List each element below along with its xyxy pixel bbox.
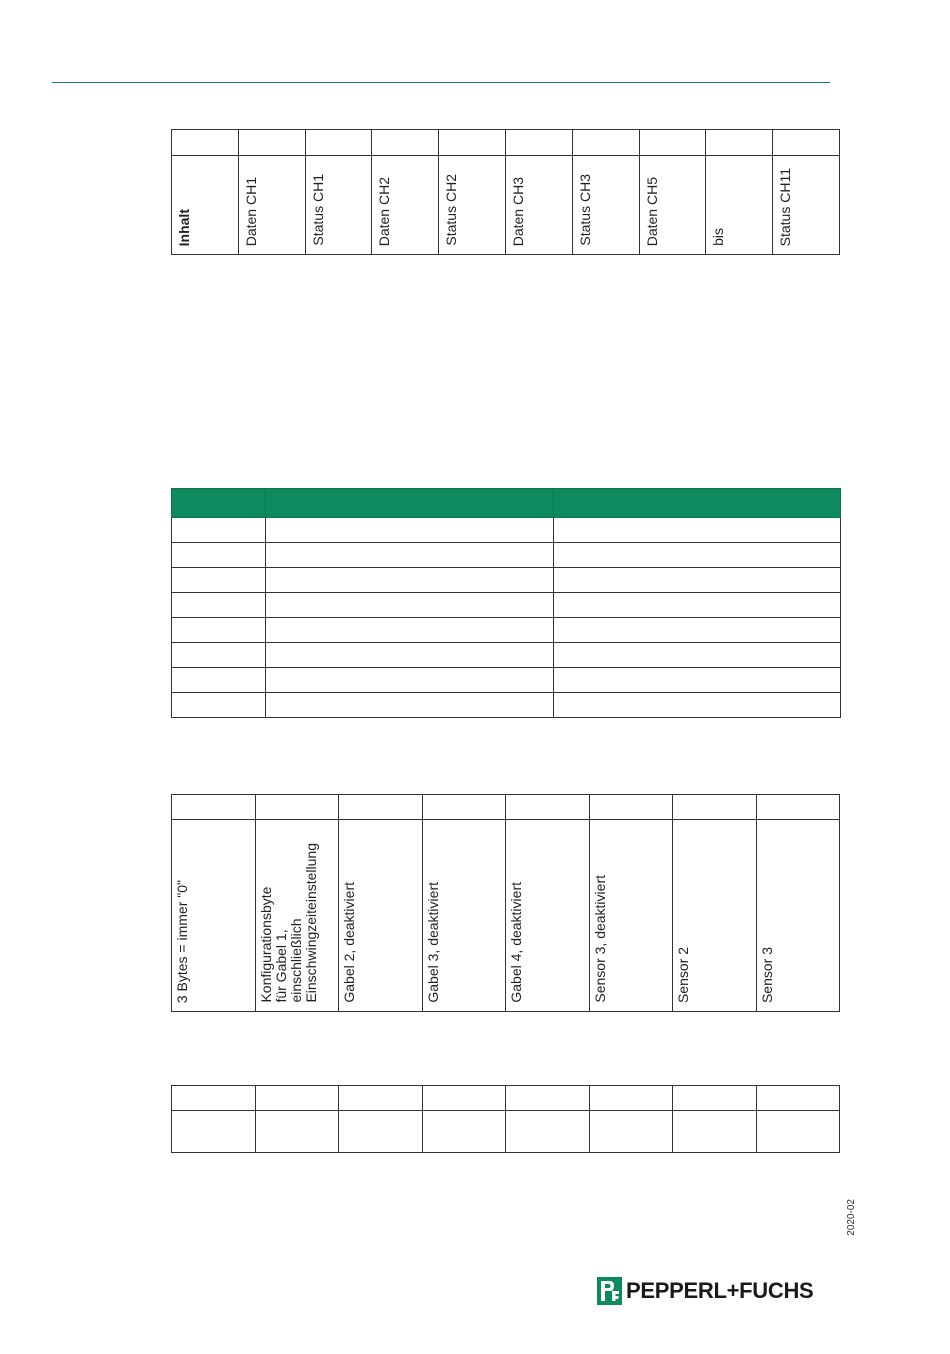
table-cell [172,593,266,618]
cell-line: Gabel 3, deaktiviert [424,882,441,1003]
brand-logo [597,1276,813,1306]
table-row [172,820,840,1012]
edition-text: 2020-02 [846,1199,857,1236]
table-cell [172,795,256,820]
cell-text: Status CH1 [309,174,326,246]
cell-line: Sensor 3 [758,946,775,1003]
table-cell [589,795,673,820]
table-cell [266,568,554,593]
table-cell [339,1086,423,1111]
table-row [172,568,841,593]
table-cell [589,1111,673,1153]
table-cell [172,156,239,255]
cell-text [760,947,775,1003]
table-cell [238,130,305,156]
table-cell [266,618,554,643]
cell-text: bis [710,228,727,246]
cell-text: Daten CH1 [242,176,259,246]
table-cell [554,543,841,568]
table-cell [673,1086,757,1111]
table-cell [554,593,841,618]
table-header-cell [554,489,841,518]
table-cell [266,643,554,668]
table-cell [266,693,554,718]
cell-text: Daten CH3 [509,176,526,246]
table-row [172,1111,840,1153]
table-cell [255,820,339,1012]
table-cell [706,130,773,156]
table-cell [554,568,841,593]
table-cell [706,156,773,255]
cell-text: Status CH3 [576,174,593,246]
table-row [172,593,841,618]
table-cell [554,643,841,668]
table-cell [505,156,572,255]
table-cell [266,543,554,568]
table-cell [339,1111,423,1153]
table-cell [339,795,423,820]
table-cell [255,1111,339,1153]
table-cell [756,820,840,1012]
cell-text: Daten CH5 [643,176,660,246]
table-header-row [172,489,841,518]
table-cell [506,795,590,820]
table-cell [305,130,372,156]
table-cell [673,820,757,1012]
table-header-cell [266,489,554,518]
table-cell [589,1086,673,1111]
table-cell [266,518,554,543]
cell-text [175,880,190,1003]
table-cell [172,618,266,643]
cell-text: Status CH2 [443,174,460,246]
table-cell [506,820,590,1012]
table-cell [505,130,572,156]
table-cell [255,795,339,820]
table-cell [554,618,841,643]
table-row [172,156,840,255]
cell-text [426,882,441,1003]
brand-name: PEPPERL+FUCHS [626,1278,814,1303]
cell-text [593,875,608,1003]
table-cell [172,543,266,568]
table-row [172,543,841,568]
table-row [172,693,841,718]
table-cell [238,156,305,255]
table-cell [639,156,706,255]
table-cell [589,820,673,1012]
table-header-row [172,795,840,820]
table-cell [172,668,266,693]
table-header-row [172,130,840,156]
table-cell [339,820,423,1012]
table-cell [422,795,506,820]
table-cell [172,1086,256,1111]
row-label-inhalt: Inhalt [176,208,192,246]
header-rule [52,82,830,83]
edition-date [838,1190,868,1236]
table-cell [773,130,840,156]
cell-text [259,843,319,1003]
table-cell [756,1086,840,1111]
table-green-header [171,488,841,718]
table-cell [255,1086,339,1111]
table-cell [439,156,506,255]
table-cell [266,668,554,693]
table-cell [422,820,506,1012]
table-row [172,643,841,668]
pf-logo-icon [597,1277,622,1305]
table-cell [372,156,439,255]
cell-line: Gabel 4, deaktiviert [508,882,524,1003]
cell-line: für Gabel 1, [272,929,289,1003]
table-cell [673,795,757,820]
cell-line: Konfigurationsbyte [257,887,274,1003]
cell-line: Einschwingzeiteinstellung [302,843,319,1003]
table-header-row [172,1086,840,1111]
table-cell [554,518,841,543]
table-cell [639,130,706,156]
table-row [172,618,841,643]
cell-line: einschließlich [287,918,304,1003]
table-cell [673,1111,757,1153]
table-channel-content [171,129,840,255]
table-cell [572,130,639,156]
cell-line: 3 Bytes = immer "0" [174,879,190,1003]
table-cell [506,1111,590,1153]
table-cell [172,518,266,543]
cell-text [676,947,691,1003]
table-cell [172,568,266,593]
table-cell [372,130,439,156]
cell-text: Status CH11 [777,167,794,246]
table-cell [756,1111,840,1153]
table-cell [172,693,266,718]
table-cell [172,130,239,156]
table-cell [305,156,372,255]
table-cell [506,1086,590,1111]
table-cell [773,156,840,255]
table-cell [422,1086,506,1111]
cell-line: Sensor 3, deaktiviert [591,875,608,1003]
table-cell [172,820,256,1012]
table-cell [554,668,841,693]
table-cell [439,130,506,156]
table-cell [266,593,554,618]
cell-text [509,882,524,1003]
cell-text: Daten CH2 [376,176,393,246]
table-cell [572,156,639,255]
table-row [172,518,841,543]
table-cell [172,643,266,668]
table-cell [554,693,841,718]
table-configuration [171,794,840,1012]
cell-text [342,882,357,1003]
cell-line: Gabel 2, deaktiviert [341,882,357,1003]
table-cell [756,795,840,820]
cell-line: Sensor 2 [675,946,691,1003]
table-header-cell [172,489,266,518]
table-cell [422,1111,506,1153]
table-row [172,668,841,693]
table-cell [172,1111,256,1153]
table-empty [171,1085,840,1153]
